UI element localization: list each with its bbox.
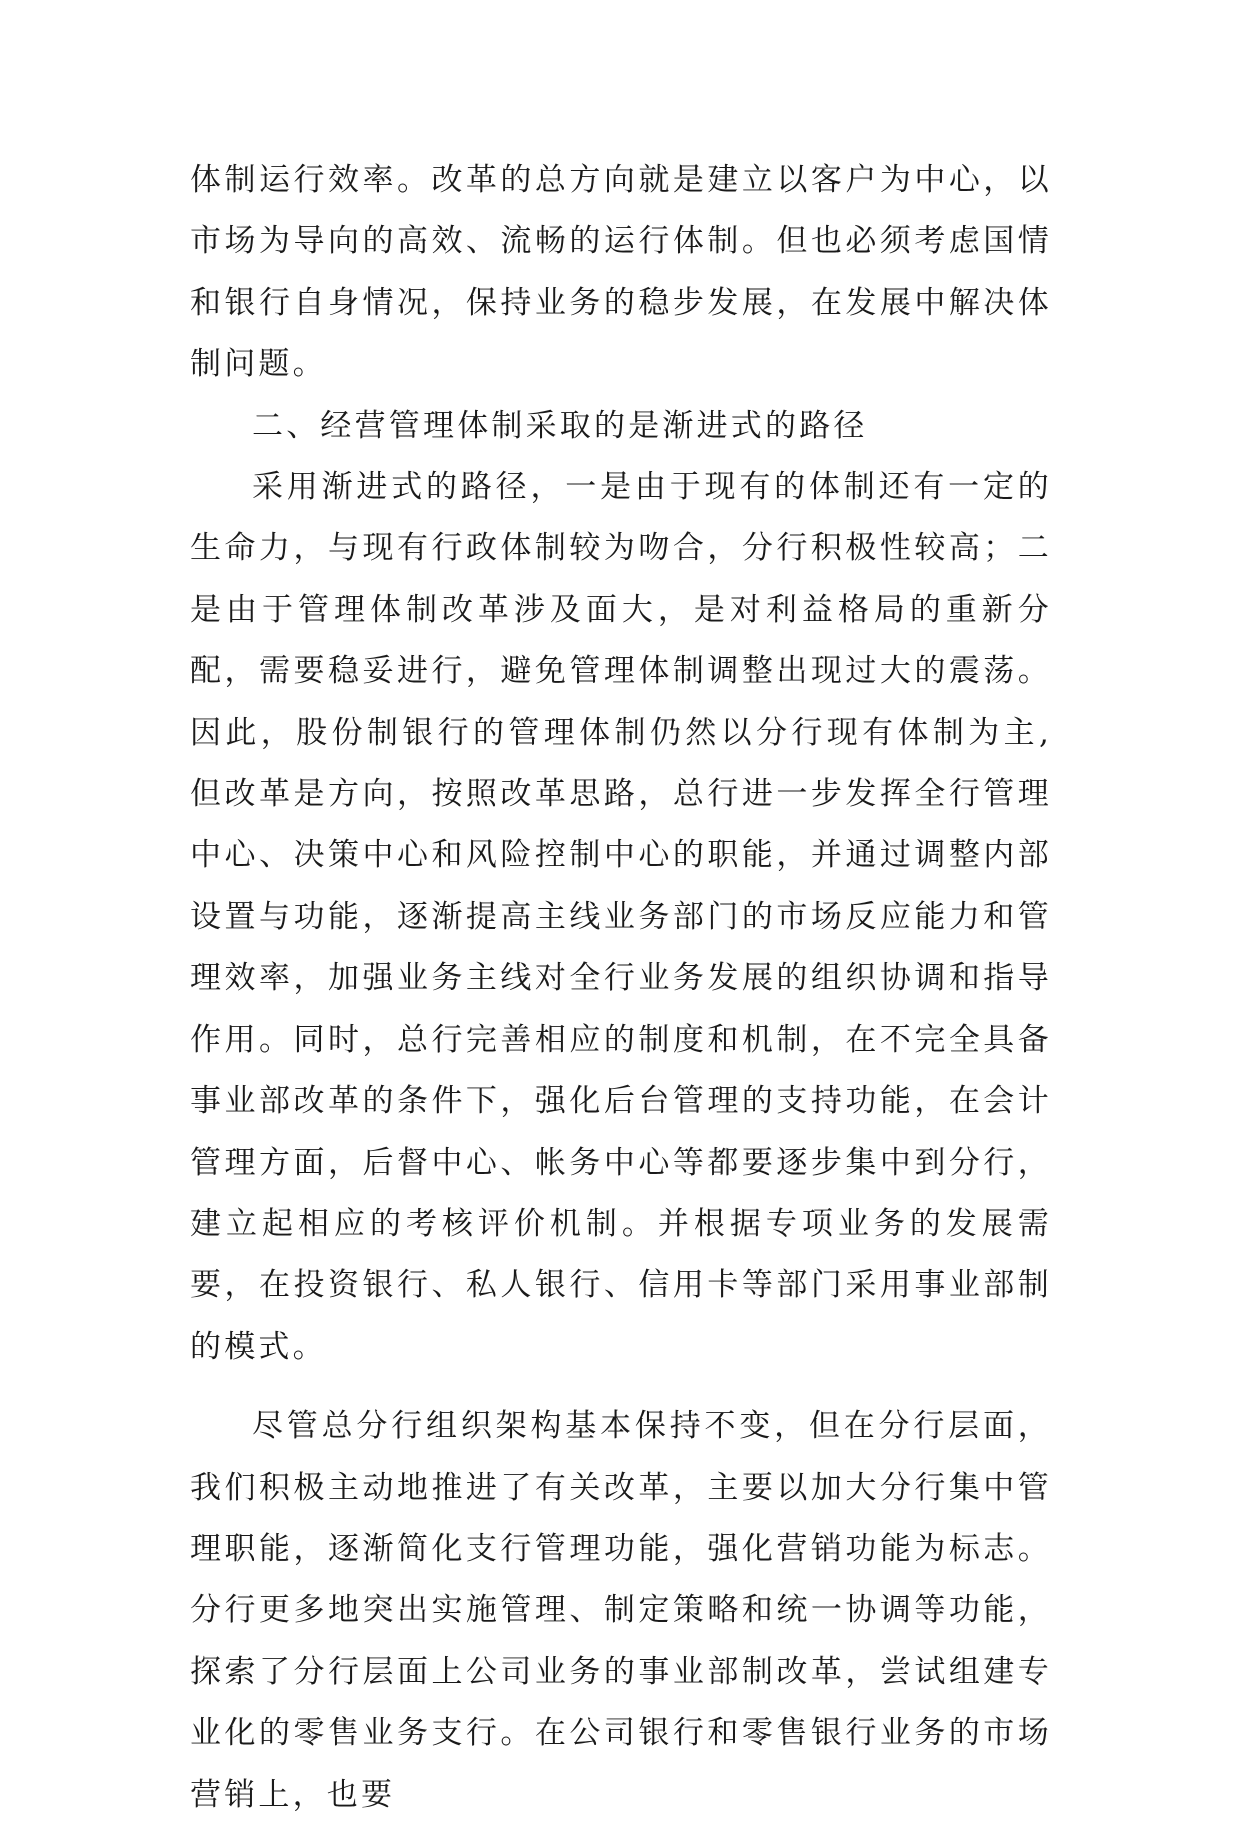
- section-heading: 二、经营管理体制采取的是渐进式的路径: [252, 407, 868, 444]
- document-body: [190, 150, 1052, 1826]
- paragraph-branch-reform: 尽管总分行组织架构基本保持不变，但在分行层面，我们积极主动地推进了有关改革，主要以加大分行集中管理职能，逐渐简化支行管理功能，强化营销功能为标志。分行更多地突出实施管理、制定策略和统一协调等功能，探索了分行层面上公司业务的事业部制改革，尝试组建专业化的零售业务支行。在公司银行和零售银行业务的市场营销上，也要: [190, 1408, 1052, 1813]
- paragraph-gradual-path: 采用渐进式的路径，一是由于现有的体制还有一定的生命力，与现有行政体制较为吻合，分行积极性较高；二是由于管理体制改革涉及面大，是对利益格局的重新分配，需要稳妥进行，避免管理体制调整出现过大的震荡。因此，股份制银行的管理体制仍然以分行现有体制为主,但改革是方向，按照改革思路，总行进一步发挥全行管理中心、决策中心和风险控制中心的职能，并通过调整内部设置与功能，逐渐提高主线业务部门的市场反应能力和管理效率，加强业务主线对全行业务发展的组织协调和指导作用。同时，总行完善相应的制度和机制，在不完全具备事业部改革的条件下，强化后台管理的支持功能，在会计管理方面，后督中心、帐务中心等都要逐步集中到分行，建立起相应的考核评价机制。并根据专项业务的发展需要，在投资银行、私人银行、信用卡等部门采用事业部制的模式。: [190, 469, 1052, 1365]
- paragraph-continuation: 体制运行效率。改革的总方向就是建立以客户为中心，以市场为导向的高效、流畅的运行体制。但也必须考虑国情和银行自身情况，保持业务的稳步发展，在发展中解决体制问题。: [190, 162, 1052, 383]
